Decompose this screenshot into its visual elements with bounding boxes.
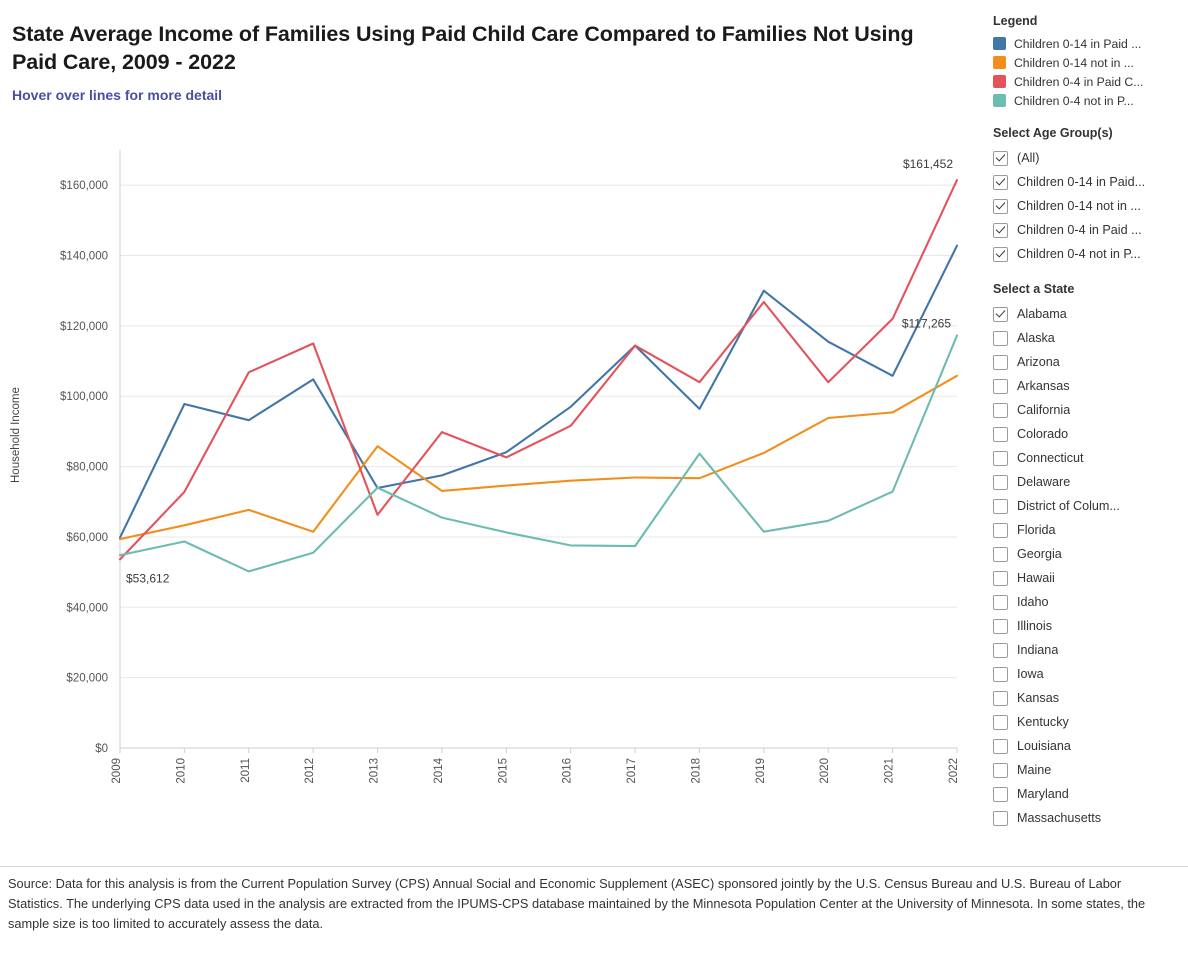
legend-list[interactable] [993, 34, 1181, 110]
x-axis-tick-label: 2017 [626, 758, 639, 784]
state-option-label: Florida [1017, 523, 1056, 537]
x-axis-tick-label: 2018 [690, 758, 703, 784]
checkbox-icon[interactable] [993, 595, 1008, 610]
state-option-district-of-colum[interactable] [993, 494, 1181, 518]
legend-item[interactable] [993, 53, 1181, 72]
line-chart[interactable] [0, 128, 985, 858]
state-option-alabama[interactable] [993, 302, 1181, 326]
checkbox-icon[interactable] [993, 355, 1008, 370]
y-axis-tick-label: $40,000 [66, 602, 108, 615]
checkbox-icon[interactable] [993, 571, 1008, 586]
state-option-louisiana[interactable] [993, 734, 1181, 758]
state-option-label: Idaho [1017, 595, 1049, 609]
legend-item[interactable] [993, 34, 1181, 53]
state-option-arkansas[interactable] [993, 374, 1181, 398]
x-axis-tick-label: 2015 [497, 758, 510, 784]
y-axis-tick-label: $80,000 [66, 461, 108, 474]
state-option-label: Georgia [1017, 547, 1062, 561]
age-option-children-0-14-in-paid[interactable] [993, 170, 1181, 194]
chart-subtitle: Hover over lines for more detail [12, 86, 223, 103]
state-filter-heading: Select a State [993, 282, 1075, 296]
checkbox-icon[interactable] [993, 715, 1008, 730]
checkbox-icon[interactable] [993, 307, 1008, 322]
state-option-label: Hawaii [1017, 571, 1055, 585]
legend-item-label: Children 0-4 not in P... [1014, 93, 1134, 108]
series-line-children-0-14-in-paid-care[interactable] [120, 246, 957, 538]
state-option-georgia[interactable] [993, 542, 1181, 566]
state-option-label: Maryland [1017, 787, 1069, 801]
age-option-children-0-14-not-in[interactable] [993, 194, 1181, 218]
checkbox-icon[interactable] [993, 787, 1008, 802]
age-option-children-0-4-in-paid[interactable] [993, 218, 1181, 242]
y-axis-title: Household Income [10, 387, 22, 483]
state-option-label: Kansas [1017, 691, 1060, 705]
age-option-label: Children 0-4 not in P... [1017, 247, 1141, 261]
y-axis-tick-label: $0 [95, 743, 108, 755]
state-option-maryland[interactable] [993, 782, 1181, 806]
y-axis-tick-label: $160,000 [60, 180, 108, 193]
state-option-colorado[interactable] [993, 422, 1181, 446]
checkbox-icon[interactable] [993, 691, 1008, 706]
x-axis-tick-label: 2012 [304, 758, 317, 784]
state-option-california[interactable] [993, 398, 1181, 422]
checkbox-icon[interactable] [993, 379, 1008, 394]
state-option-delaware[interactable] [993, 470, 1181, 494]
state-option-kansas[interactable] [993, 686, 1181, 710]
age-filter-heading: Select Age Group(s) [993, 126, 1113, 140]
checkbox-icon[interactable] [993, 199, 1008, 214]
state-option-label: Delaware [1017, 475, 1071, 489]
checkbox-icon[interactable] [993, 499, 1008, 514]
state-option-label: Colorado [1017, 427, 1069, 441]
state-option-maine[interactable] [993, 758, 1181, 782]
state-option-alaska[interactable] [993, 326, 1181, 350]
state-option-label: Louisiana [1017, 739, 1071, 753]
data-point-label: $117,265 [901, 316, 951, 331]
series-line-children-0-14-not-in-paid-care[interactable] [120, 376, 957, 539]
state-option-label: California [1017, 403, 1071, 417]
y-axis-tick-label: $60,000 [66, 531, 108, 544]
state-option-illinois[interactable] [993, 614, 1181, 638]
checkbox-icon[interactable] [993, 763, 1008, 778]
y-axis-tick-label: $20,000 [66, 672, 108, 685]
state-option-label: District of Colum... [1017, 499, 1120, 513]
state-option-label: Arkansas [1017, 379, 1070, 393]
legend-color-swatch [993, 37, 1006, 50]
legend-color-swatch [993, 75, 1006, 88]
series-line-children-0-4-not-in-paid-care[interactable] [120, 336, 957, 572]
legend-item[interactable] [993, 72, 1181, 91]
state-option-label: Alabama [1017, 307, 1067, 321]
checkbox-icon[interactable] [993, 247, 1008, 262]
state-option-connecticut[interactable] [993, 446, 1181, 470]
checkbox-icon[interactable] [993, 151, 1008, 166]
legend-color-swatch [993, 94, 1006, 107]
checkbox-icon[interactable] [993, 427, 1008, 442]
age-option-label: (All) [1017, 151, 1040, 165]
checkbox-icon[interactable] [993, 811, 1008, 826]
state-option-label: Illinois [1017, 619, 1052, 633]
state-option-label: Iowa [1017, 667, 1044, 681]
x-axis-tick-label: 2014 [432, 758, 445, 784]
checkbox-icon[interactable] [993, 475, 1008, 490]
age-option-label: Children 0-14 not in ... [1017, 199, 1141, 213]
legend-item-label: Children 0-14 in Paid ... [1014, 36, 1142, 51]
legend-item-label: Children 0-14 not in ... [1014, 55, 1134, 70]
state-option-iowa[interactable] [993, 662, 1181, 686]
right-control-panel[interactable] [993, 14, 1181, 834]
checkbox-icon[interactable] [993, 547, 1008, 562]
age-option-label: Children 0-4 in Paid ... [1017, 223, 1142, 237]
x-axis-tick-label: 2020 [819, 758, 832, 784]
age-group-checkbox-list[interactable] [993, 146, 1181, 266]
x-axis-tick-label: 2016 [561, 758, 574, 784]
checkbox-icon[interactable] [993, 643, 1008, 658]
state-option-hawaii[interactable] [993, 566, 1181, 590]
state-option-arizona[interactable] [993, 350, 1181, 374]
age-option-label: Children 0-14 in Paid... [1017, 175, 1146, 189]
checkbox-icon[interactable] [993, 223, 1008, 238]
data-point-label: $53,612 [126, 571, 170, 586]
y-axis-tick-label: $120,000 [60, 320, 108, 333]
checkbox-icon[interactable] [993, 175, 1008, 190]
checkbox-icon[interactable] [993, 739, 1008, 754]
state-option-label: Arizona [1017, 355, 1060, 369]
state-option-label: Connecticut [1017, 451, 1084, 465]
checkbox-icon[interactable] [993, 619, 1008, 634]
checkbox-icon[interactable] [993, 403, 1008, 418]
state-option-indiana[interactable] [993, 638, 1181, 662]
series-line-children-0-4-in-paid-care[interactable] [120, 180, 957, 559]
x-axis-tick-label: 2011 [239, 758, 252, 783]
legend-item[interactable] [993, 91, 1181, 110]
state-option-label: Alaska [1017, 331, 1055, 345]
state-option-massachusetts[interactable] [993, 806, 1181, 830]
age-option-all[interactable] [993, 146, 1181, 170]
checkbox-icon[interactable] [993, 451, 1008, 466]
source-note: Source: Data for this analysis is from the Current Population Survey (CPS) Annual Social and Economic Supplement (ASEC) sponsored jointly by the U.S. Census Bureau and U.S. Bureau of Labor Statistics. The underlying CPS data used in the analysis are extracted from the IPUMS-CPS database maintained by the Minnesota Population Center at the University of Minnesota. In some states, the sample size is too limited to accurately assess the data. [8, 876, 1146, 931]
x-axis-tick-label: 2022 [948, 758, 960, 784]
state-option-label: Kentucky [1017, 715, 1069, 729]
state-option-label: Maine [1017, 763, 1052, 777]
legend-color-swatch [993, 56, 1006, 69]
checkbox-icon[interactable] [993, 523, 1008, 538]
state-option-kentucky[interactable] [993, 710, 1181, 734]
data-point-label: $161,452 [902, 157, 953, 172]
age-option-children-0-4-not-in-p[interactable] [993, 242, 1181, 266]
state-checkbox-list[interactable] [993, 302, 1181, 830]
title-block [12, 20, 962, 103]
state-option-label: Indiana [1017, 643, 1059, 657]
legend-item-label: Children 0-4 in Paid C... [1014, 74, 1144, 89]
page-title: State Average Income of Families Using Paid Child Care Compared to Families Not Using Paid Care, 2009 - 2022 [12, 22, 914, 75]
x-axis-tick-label: 2009 [111, 758, 123, 784]
x-axis-tick-label: 2013 [368, 758, 381, 784]
state-option-florida[interactable] [993, 518, 1181, 542]
state-option-label: Massachusetts [1017, 811, 1101, 825]
checkbox-icon[interactable] [993, 667, 1008, 682]
legend-heading: Legend [993, 14, 1038, 28]
footer-divider [0, 866, 1188, 867]
y-axis-tick-label: $100,000 [60, 391, 108, 404]
y-axis-tick-label: $140,000 [60, 250, 108, 263]
checkbox-icon[interactable] [993, 331, 1008, 346]
x-axis-tick-label: 2021 [883, 758, 896, 784]
x-axis-tick-label: 2019 [754, 758, 767, 784]
state-option-idaho[interactable] [993, 590, 1181, 614]
x-axis-tick-label: 2010 [175, 758, 188, 784]
chart-plot-area[interactable] [0, 128, 985, 858]
